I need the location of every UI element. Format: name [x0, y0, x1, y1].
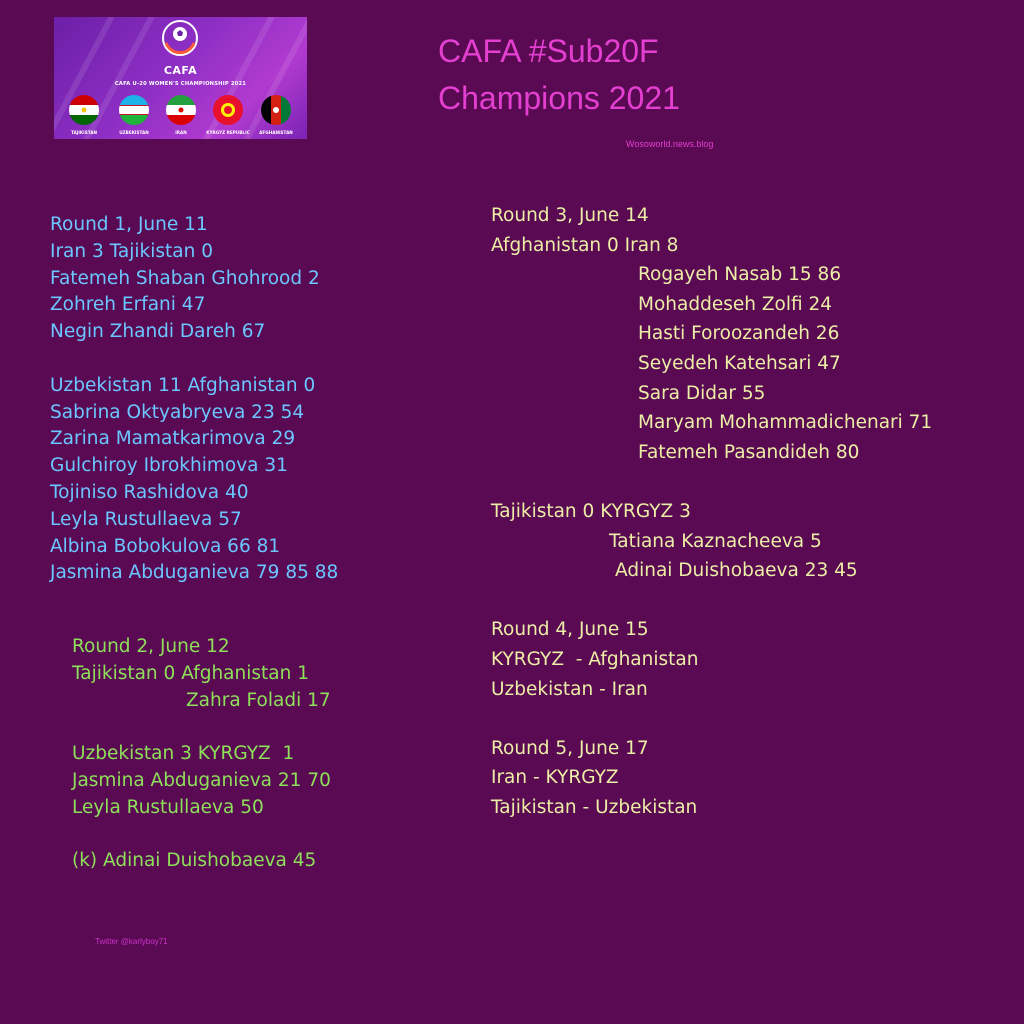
- goal-scorer: Fatemeh Pasandideh 80: [638, 441, 860, 463]
- round-heading: Round 1, June 11: [50, 214, 208, 235]
- round-heading: Round 3, June 14: [491, 205, 649, 226]
- goal-scorer: Maryam Mohammadichenari 71: [638, 412, 933, 434]
- later-rounds: [491, 201, 932, 822]
- iran-flag-icon: [166, 95, 196, 125]
- round-heading: Round 4, June 15: [491, 619, 649, 641]
- match-result: Iran 3 Tajikistan 0: [50, 240, 213, 262]
- title-line-2: Champions 2021: [438, 80, 680, 116]
- goal-scorer: Negin Zhandi Dareh 67: [50, 321, 266, 343]
- goal-scorer: Tojiniso Rashidova 40: [50, 481, 249, 503]
- goal-scorer: Sara Didar 55: [638, 382, 766, 404]
- title-line-1: CAFA #Sub20F: [438, 33, 659, 69]
- goal-scorer: Jasmina Abduganieva 79 85 88: [50, 562, 339, 584]
- goal-scorer: Fatemeh Shaban Ghohrood 2: [50, 267, 320, 289]
- goal-scorer: Mohaddeseh Zolfi 24: [638, 293, 833, 315]
- match-result: Uzbekistan 11 Afghanistan 0: [50, 374, 316, 396]
- goal-scorer: Leyla Rustullaeva 57: [50, 508, 242, 530]
- goal-scorer: Zahra Foladi 17: [186, 689, 331, 711]
- tajikistan-flag-icon: [69, 95, 99, 125]
- goal-scorer: Sabrina Oktyabryeva 23 54: [50, 401, 305, 423]
- match-result: Tajikistan 0 KYRGYZ 3: [491, 500, 691, 522]
- fixture: Tajikistan - Uzbekistan: [491, 796, 698, 818]
- banner-championship-name: CAFA U-20 WOMEN'S CHAMPIONSHIP 2021: [114, 81, 247, 87]
- goal-scorer: Jasmina Abduganieva 21 70: [72, 769, 331, 791]
- afghanistan-flag-icon: [261, 95, 291, 125]
- goal-scorer: Seyedeh Katehsari 47: [638, 352, 841, 374]
- championship-banner: [54, 17, 307, 139]
- spacer-line: [491, 467, 932, 497]
- match-result: Uzbekistan 3 KYRGYZ 1: [72, 743, 295, 765]
- round2-results: [72, 634, 331, 875]
- football-emblem-icon: [161, 19, 199, 57]
- flag-label-uzbekistan: UZBEKISTAN: [119, 130, 149, 135]
- goal-scorer: Zarina Mamatkarimova 29: [50, 428, 296, 450]
- round1-results: [50, 212, 338, 587]
- twitter-handle: Twitter @karlyboy71: [95, 937, 168, 946]
- flag-label-afghanistan: AFGHANISTAN: [259, 130, 293, 135]
- source-site: Wosoworld.news.blog: [626, 139, 714, 149]
- goal-scorer: Albina Bobokulova 66 81: [50, 535, 281, 557]
- spacer-line: [72, 822, 331, 849]
- goal-scorer: (k) Adinai Duishobaeva 45: [72, 850, 317, 872]
- spacer-line: [491, 586, 932, 616]
- goal-scorer: Tatiana Kaznacheeva 5: [609, 530, 822, 552]
- goal-scorer: Gulchiroy Ibrokhimova 31: [50, 455, 288, 477]
- spacer-line: [50, 346, 338, 373]
- goal-scorer: Hasti Foroozandeh 26: [638, 323, 840, 345]
- flag-label-tajikistan: TAJIKISTAN: [71, 130, 97, 135]
- fixture: KYRGYZ - Afghanistan: [491, 648, 699, 670]
- flag-label-kyrgyz: KYRGYZ REPUBLIC: [206, 130, 250, 135]
- fixture: Uzbekistan - Iran: [491, 678, 648, 700]
- goal-scorer: Adinai Duishobaeva 23 45: [615, 560, 858, 582]
- page-title: [438, 28, 680, 122]
- banner-brand: CAFA: [163, 64, 198, 77]
- goal-scorer: Leyla Rustullaeva 50: [72, 796, 264, 818]
- spacer-line: [72, 714, 331, 741]
- fixture: Iran - KYRGYZ: [491, 767, 619, 789]
- uzbekistan-flag-icon: [119, 95, 149, 125]
- round-heading: Round 5, June 17: [491, 737, 649, 759]
- spacer-line: [491, 704, 932, 734]
- flag-label-iran: IRAN: [175, 130, 187, 135]
- match-result: Tajikistan 0 Afghanistan 1: [72, 662, 309, 684]
- match-result: Afghanistan 0 Iran 8: [491, 234, 679, 256]
- round-heading: Round 2, June 12: [72, 636, 230, 657]
- goal-scorer: Zohreh Erfani 47: [50, 294, 206, 316]
- kyrgyz-flag-icon: [213, 95, 243, 125]
- goal-scorer: Rogayeh Nasab 15 86: [638, 264, 842, 286]
